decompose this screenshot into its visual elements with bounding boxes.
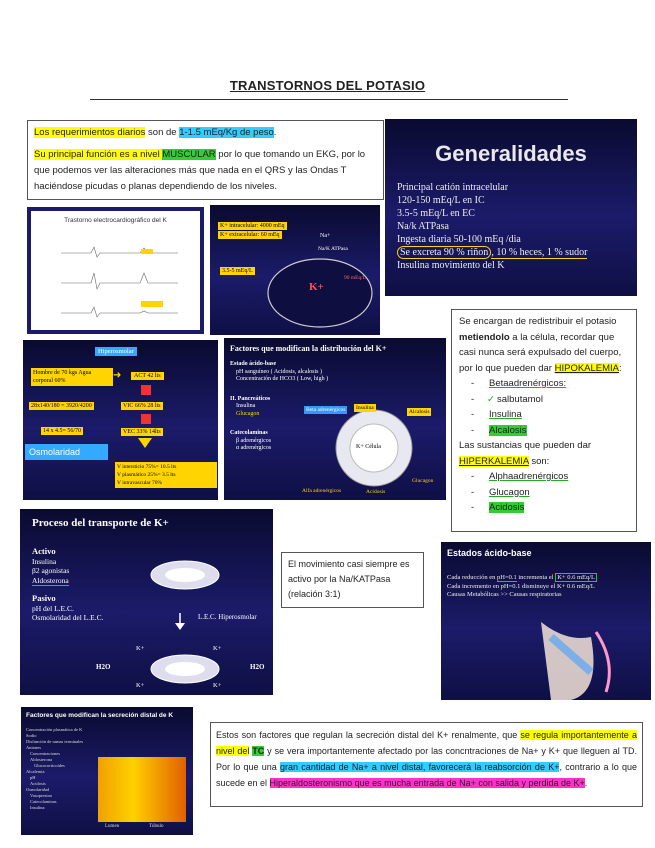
excretion-rest: , 10 % heces, 1 % sudor (491, 247, 588, 258)
list-item-label: Alphaadrenérgicos (489, 471, 569, 482)
gen-line-6 (397, 246, 625, 259)
activo-item: β2 agonistas (32, 566, 70, 575)
hipokalemia-list (459, 376, 629, 438)
osm-result-line: V intersticio 75%= 10.5 lts (117, 464, 177, 470)
tag-acidosis: Acidosis (366, 489, 386, 495)
secretion-item: Insulina (30, 805, 45, 810)
list-item (459, 469, 629, 485)
center-label: K+ Célula (356, 444, 381, 450)
gen-line-7: Insulina movimiento del K (397, 260, 505, 271)
text-span: : (619, 362, 622, 374)
list-item-label: Insulina (489, 409, 522, 420)
hiperkalemia-highlight: HIPERKALEMIA (459, 455, 529, 467)
secretion-item: Sodio (26, 733, 37, 738)
k-extracelular-label: K+ extracelular: 60 mEq (220, 232, 280, 238)
list-item-label: salbutamol (497, 393, 543, 405)
range-label-2: 90 mEq/L (344, 275, 367, 281)
tag-beta: Beta adrenérgicos (306, 407, 346, 413)
acid-base-diagram (441, 542, 651, 700)
slide-generalidades (385, 119, 637, 296)
metiendolo-bold: metiendolo (459, 331, 510, 343)
factor-section: Estado ácido-base (230, 361, 277, 367)
page-title: TRANSTORNOS DEL POTASIO (229, 78, 426, 93)
intro-text-box (27, 120, 384, 200)
text-span: por lo que tomando un EKG, por lo que podemos ver las alteraciones más que nada en el QRS y las Ondas T haciéndose picudas o planas dependiendo de los niveles. (34, 149, 366, 192)
k-center: K+ (309, 281, 324, 293)
secretion-item: Disfunción de ramas terminales (26, 739, 84, 744)
k-label-1: K+ (136, 645, 145, 652)
ph-underlined: pH=0.1 (497, 574, 517, 581)
secretion-item: Acidosis (30, 781, 46, 786)
intro-paragraph-1 (34, 125, 377, 141)
lec-label: L.E.C. Hiperosmolar (198, 613, 257, 621)
regulation-highlight: se regula importantemente a nivel del (216, 730, 637, 756)
osm-minus-box (141, 385, 151, 395)
osm-plus-box (141, 414, 151, 424)
secretion-text-box (210, 722, 643, 807)
factors-title: Factores que modifican la distribución del K+ (230, 344, 387, 353)
k-boxed: K+ 0.6 mEq/L (557, 574, 595, 581)
slide-generalidades-title: Generalidades (435, 141, 587, 166)
osm-cell-6: VEC 33% 14lts (123, 429, 161, 435)
osm-cell-5: 14 x 4.5= 56/70 (43, 428, 82, 434)
k-label-4: K+ (213, 682, 222, 689)
muscular-highlight: MUSCULAR (162, 149, 216, 160)
na-label: Na+ (320, 233, 331, 239)
gen-line-1: Principal catión intracelular (397, 182, 509, 193)
text-span: son de (145, 127, 180, 138)
osm-cell-4: VIC 66% 28 lts (123, 403, 161, 409)
factor-item: Glucagon (236, 410, 260, 417)
gen-line-3: 3.5-5 mEq/L en EC (397, 208, 475, 219)
activo-item: Insulina (32, 556, 57, 566)
factor-item: pH sanguíneo ( Acidosis, alcalosis ) (236, 368, 322, 375)
tag-alcalosis: Alcalosis (409, 409, 430, 415)
cell-diagram (210, 205, 380, 335)
gen-line-2: 120-150 mEq/L en IC (397, 195, 485, 206)
ekg-traces (31, 229, 200, 329)
acid-base-title: Estados ácido-base (447, 548, 532, 558)
slide-ekg-title: Trastorno electrocardiográfico del K (64, 217, 167, 224)
acid-line-3: Causas Metabólicas >> Causas respiratorias (447, 591, 562, 598)
acid-line-2: Cada incremento en pH=0.1 disminuye el K+ 0.6 mEq/L (447, 582, 595, 590)
slide-cell-k (210, 205, 380, 335)
h2o-right: H2O (250, 663, 265, 671)
text-span: Las sustancias que pueden dar (459, 440, 592, 451)
factor-item: β adrenérgicos (236, 437, 272, 444)
secretion-item: Concentraciones (30, 751, 60, 756)
osm-header: Hiperosmolar (95, 347, 137, 356)
secretion-item: Catecolaminas (30, 799, 57, 804)
secretion-item: Aniones (26, 745, 41, 750)
transport-note-text: El movimiento casi siempre es activo por la Na/KATPasa (relación 3:1) (288, 559, 410, 599)
down-arrow-icon (138, 438, 152, 448)
daily-requirement-label: Los requerimientos diarios (34, 127, 146, 138)
text-span: Estos son factores que regulan la secreción distal del K+ renalmente, que (216, 730, 521, 740)
text-span: y se vera importantemente afectado por las concntraciones de Na+ y K+ que lleguen al TD. Por lo que una (216, 746, 637, 772)
slide-factores-distribucion (224, 338, 446, 500)
slide-osmolaridad (23, 340, 218, 500)
intro-paragraph-2 (34, 147, 377, 195)
list-item-label: Betaadrenérgicos: (489, 378, 567, 389)
slide-secrecion-distal (21, 707, 193, 835)
text-span: Se encargan de redistribuir el potasio (459, 316, 617, 327)
list-item (459, 407, 629, 423)
k-label-3: K+ (136, 682, 145, 689)
text-span: . (273, 127, 277, 138)
transport-diagram (20, 509, 273, 695)
pasivo-item: pH del L.E.C. (32, 603, 74, 613)
list-item-label: Glucagon (489, 486, 530, 498)
arrow-icon: ➜ (113, 370, 122, 381)
secretion-item: Glucocorticoides (34, 763, 65, 768)
tag-insulina: Insulina (356, 405, 374, 411)
title-rule (90, 99, 568, 100)
osm-results (115, 462, 217, 488)
sodium-highlight: gran cantidad de Na+ a nivel distal, favorecerá la reabsorción de K+ (280, 762, 560, 772)
list-item (459, 485, 629, 501)
list-item (459, 376, 629, 392)
osm-result-line: V intravascular 70% (117, 480, 163, 486)
list-item-label: Alcalosis (489, 424, 527, 436)
check-icon: - ✓ (487, 393, 495, 405)
h2o-left: H2O (96, 663, 111, 671)
main-function-label: Su principal función es a nivel (34, 149, 163, 160)
slide-acido-base (441, 542, 651, 700)
pasivo-label: Pasivo (32, 593, 56, 603)
gen-line-5: Ingesta diaria 50-100 mEq /dia (397, 234, 521, 245)
transport-title: Proceso del transporte de K+ (32, 517, 169, 529)
slide-ekg (27, 207, 204, 334)
factor-item: Concentración de HCO3 ( Low, high ) (236, 376, 329, 382)
factor-section: Catecolaminas (230, 430, 268, 436)
tag-glucagon: Glucagon (412, 478, 434, 484)
osmolaridad-label: Osmolaridad (25, 444, 108, 460)
list-item (459, 392, 629, 408)
hipokalemia-highlight: HIPOKALEMIA (554, 362, 620, 374)
osm-result-line: V plasmático 25%= 3.5 lts (117, 472, 176, 478)
text-span: incrementa el (516, 574, 556, 581)
range-label: 3.5-5 mEq/L (222, 268, 253, 274)
hiperkalemia-list (459, 469, 629, 516)
activo-item: Aldosterona (32, 575, 69, 585)
osm-cell-1: Hombre de 70 kgs Agua corporal 60% (31, 368, 113, 386)
secretion-item: pH (30, 775, 36, 780)
list-item-label: Acidosis (489, 502, 525, 513)
text-span: . (584, 778, 588, 788)
hiperaldosteronismo-highlight: Hiperaldosteronismo que es mucha entrada de Na+ con salida y perdida de K+ (269, 778, 585, 788)
factor-section: II. Pancreáticos (230, 395, 271, 402)
text-span: , contrario a lo que sucede en el (216, 762, 637, 788)
secretion-gradient (98, 757, 186, 822)
tag-alfa: Alfa adrenérgicos (302, 488, 342, 494)
tc-highlight: TC (252, 746, 265, 756)
secretion-title: Factores que modifican la secreción distal de K (26, 712, 174, 719)
osm-cell-3: 28x140/180 = 3920/4200 (31, 403, 92, 409)
text-span: a la célula, recordar que casi nunca será expulsado del cuerpo, por lo que pueden dar (459, 331, 622, 374)
pasivo-item: Osmolaridad del L.E.C. (32, 613, 104, 622)
axis-tubulo: Túbulo (149, 824, 164, 829)
excretion-circled: Se excreta 90 % riñon (397, 246, 491, 259)
redistribution-paragraph (459, 314, 629, 376)
k-label-2: K+ (213, 645, 222, 652)
secretion-item: Alcalemia (26, 769, 45, 774)
k-intracelular-label: K+ intracelular: 4000 mEq (220, 223, 285, 229)
secretion-item: Vasopresina (30, 793, 52, 798)
axis-lumen: Lumen (105, 824, 120, 829)
gen-line-4: Na/k ATPasa (397, 221, 449, 232)
factor-item: α adrenérgicos (236, 445, 272, 451)
osm-cell-2: ACT 42 lts (131, 372, 164, 380)
activo-label: Activo (32, 546, 56, 556)
secretion-item: Aldosterona (30, 757, 52, 762)
text-span: son: (528, 455, 550, 467)
transport-note-box (281, 552, 424, 608)
factor-item: Insulina (236, 403, 256, 409)
redistribution-text-box (451, 309, 637, 532)
slide-transporte (20, 509, 273, 695)
secretion-item: Osmolaridad (26, 787, 50, 792)
secretion-item: Concentración plasmática de K (26, 727, 83, 732)
factors-cell-diagram (224, 338, 446, 500)
list-item (459, 423, 629, 439)
list-item (459, 500, 629, 516)
daily-requirement-value: 1-1.5 mEq/Kg de peso (179, 127, 274, 138)
atpasa-label: Na/K ATPasa (318, 246, 348, 252)
text-span: Cada reducción en (447, 574, 497, 581)
hiperkalemia-paragraph (459, 438, 629, 469)
